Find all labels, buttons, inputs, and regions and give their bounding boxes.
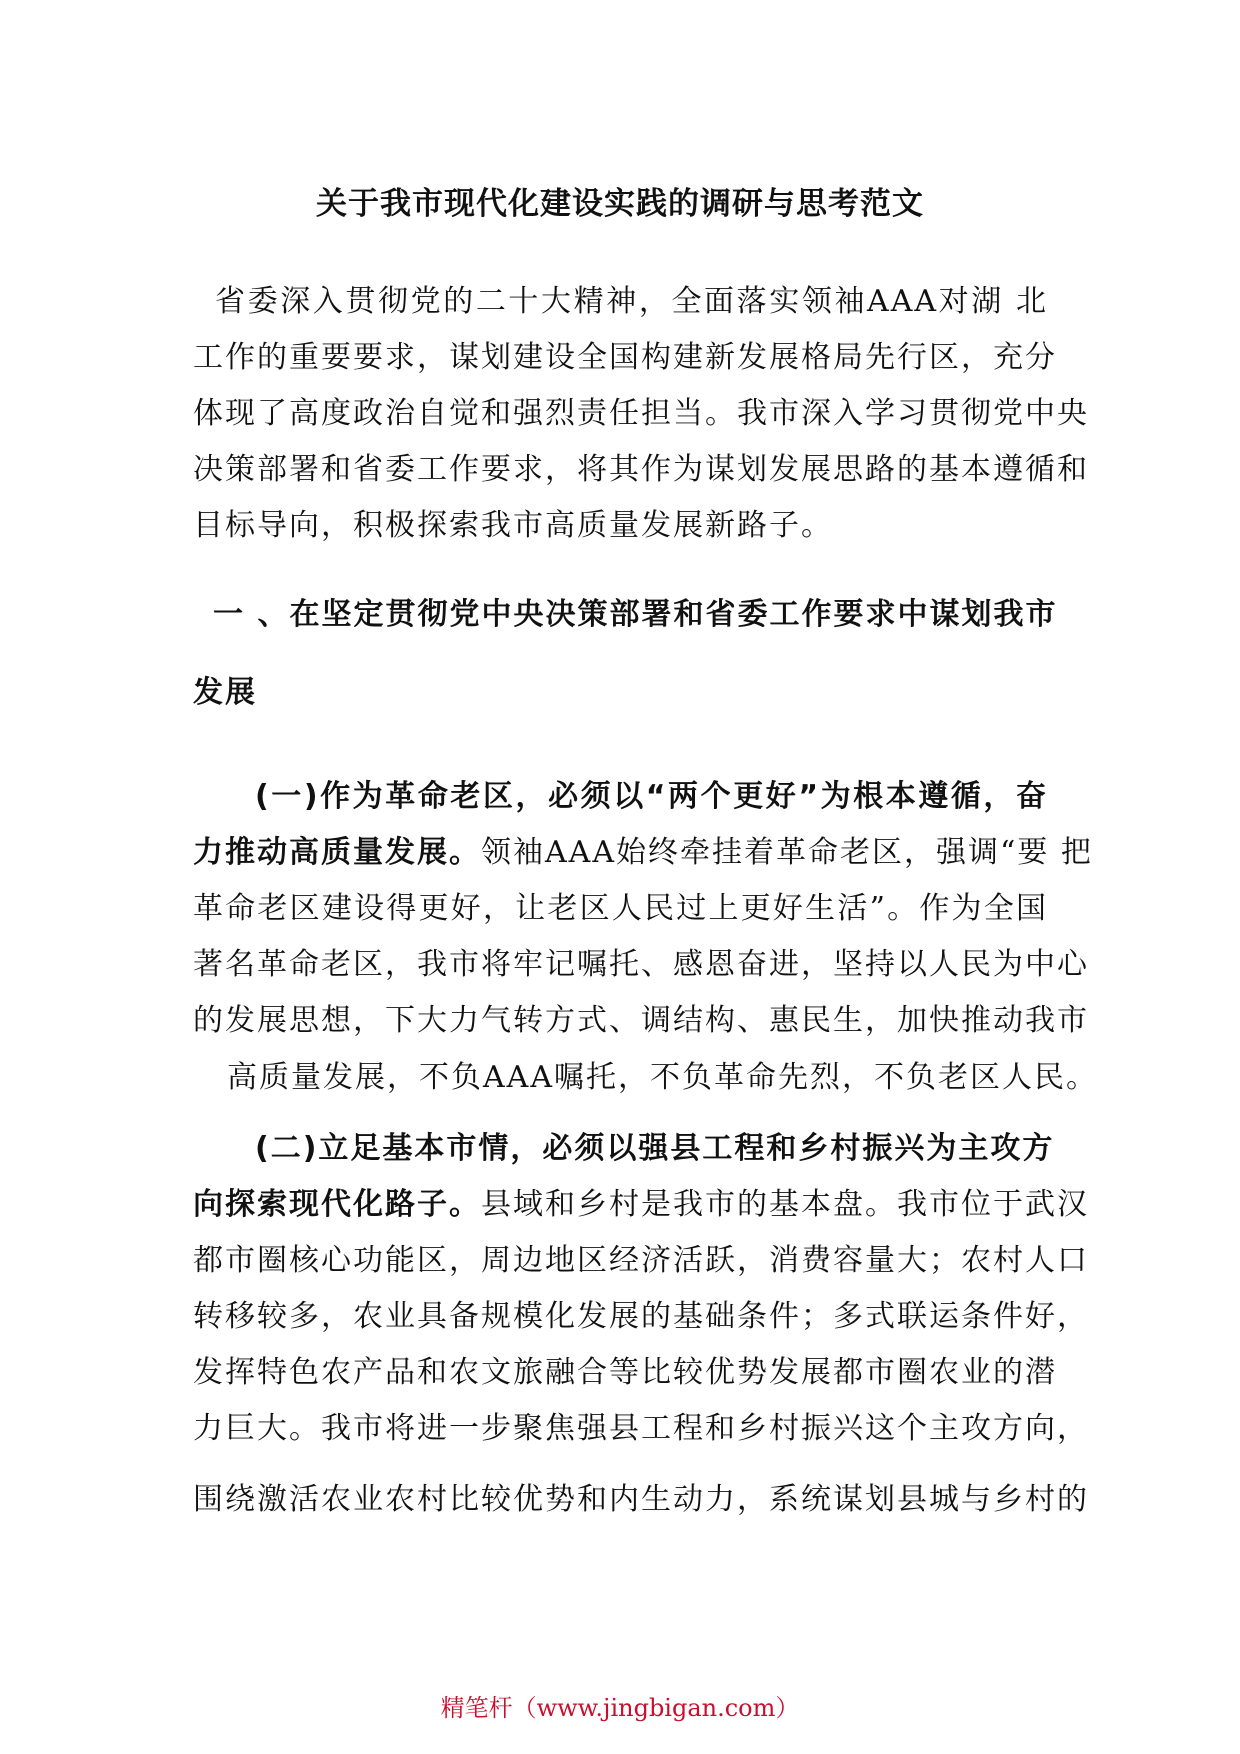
subsection-2-line-6: 力巨大。我市将进一步聚焦强县工程和乡村振兴这个主攻方向， — [193, 1411, 1089, 1446]
subsection-1-line-2 — [193, 833, 1093, 873]
subsection-2-line-7: 围绕激活农业农村比较优势和内生动力，系统谋划县城与乡村的 — [193, 1482, 1089, 1517]
intro-line-3: 体现了高度政治自觉和强烈责任担当。我市深入学习贯彻党中央 — [193, 396, 1089, 431]
subsection-1-line-2-text: 领袖AAA始终牵挂着革命老区，强调“要 把 — [481, 835, 1093, 870]
footer-watermark: 精笔杆（www.jingbigan.com） — [440, 1694, 800, 1722]
intro-line-4: 决策部署和省委工作要求，将其作为谋划发展思路的基本遵循和 — [193, 452, 1089, 487]
subsection-1-heading: (一)作为革命老区，必须以“两个更好”为根本遵循，奋 — [255, 779, 1048, 814]
subsection-2-line-5: 发挥特色农产品和农文旅融合等比较优势发展都市圈农业的潜 — [193, 1355, 1057, 1390]
subsection-2-line-2-text: 县域和乡村是我市的基本盘。我市位于武汉 — [481, 1187, 1089, 1222]
subsection-2-heading: (二)立足基本市情，必须以强县工程和乡村振兴为主攻方 — [255, 1131, 1055, 1166]
subsection-2-line-3: 都市圈核心功能区，周边地区经济活跃，消费容量大；农村人口 — [193, 1243, 1089, 1278]
section-1-heading-line-1: 一 、在坚定贯彻党中央决策部署和省委工作要求中谋划我市 — [213, 597, 1058, 632]
subsection-1-line-5: 的发展思想，下大力气转方式、调结构、惠民生，加快推动我市 — [193, 1003, 1089, 1038]
intro-line-2: 工作的重要要求，谋划建设全国构建新发展格局先行区，充分 — [193, 340, 1057, 375]
subsection-1-line-6: 高质量发展，不负AAA嘱托，不负革命先烈，不负老区人民。 — [227, 1060, 1098, 1095]
subsection-1-heading-cont: 力推动高质量发展。 — [193, 835, 481, 870]
subsection-1-line-4: 著名革命老区，我市将牢记嘱托、感恩奋进，坚持以人民为中心 — [193, 947, 1089, 982]
subsection-2-heading-cont: 向探索现代化路子。 — [193, 1187, 481, 1222]
document-title: 关于我市现代化建设实践的调研与思考范文 — [316, 186, 924, 222]
intro-line-5: 目标导向，积极探索我市高质量发展新路子。 — [193, 508, 833, 543]
section-1-heading-line-2: 发展 — [193, 675, 257, 710]
subsection-2-line-2 — [193, 1185, 1089, 1225]
subsection-1-line-3: 革命老区建设得更好，让老区人民过上更好生活”。作为全国 — [193, 891, 1048, 926]
subsection-2-line-4: 转移较多，农业具备规模化发展的基础条件；多式联运条件好， — [193, 1299, 1089, 1334]
intro-line-1: 省委深入贯彻党的二十大精神，全面落实领袖AAA对湖 北 — [215, 284, 1048, 319]
